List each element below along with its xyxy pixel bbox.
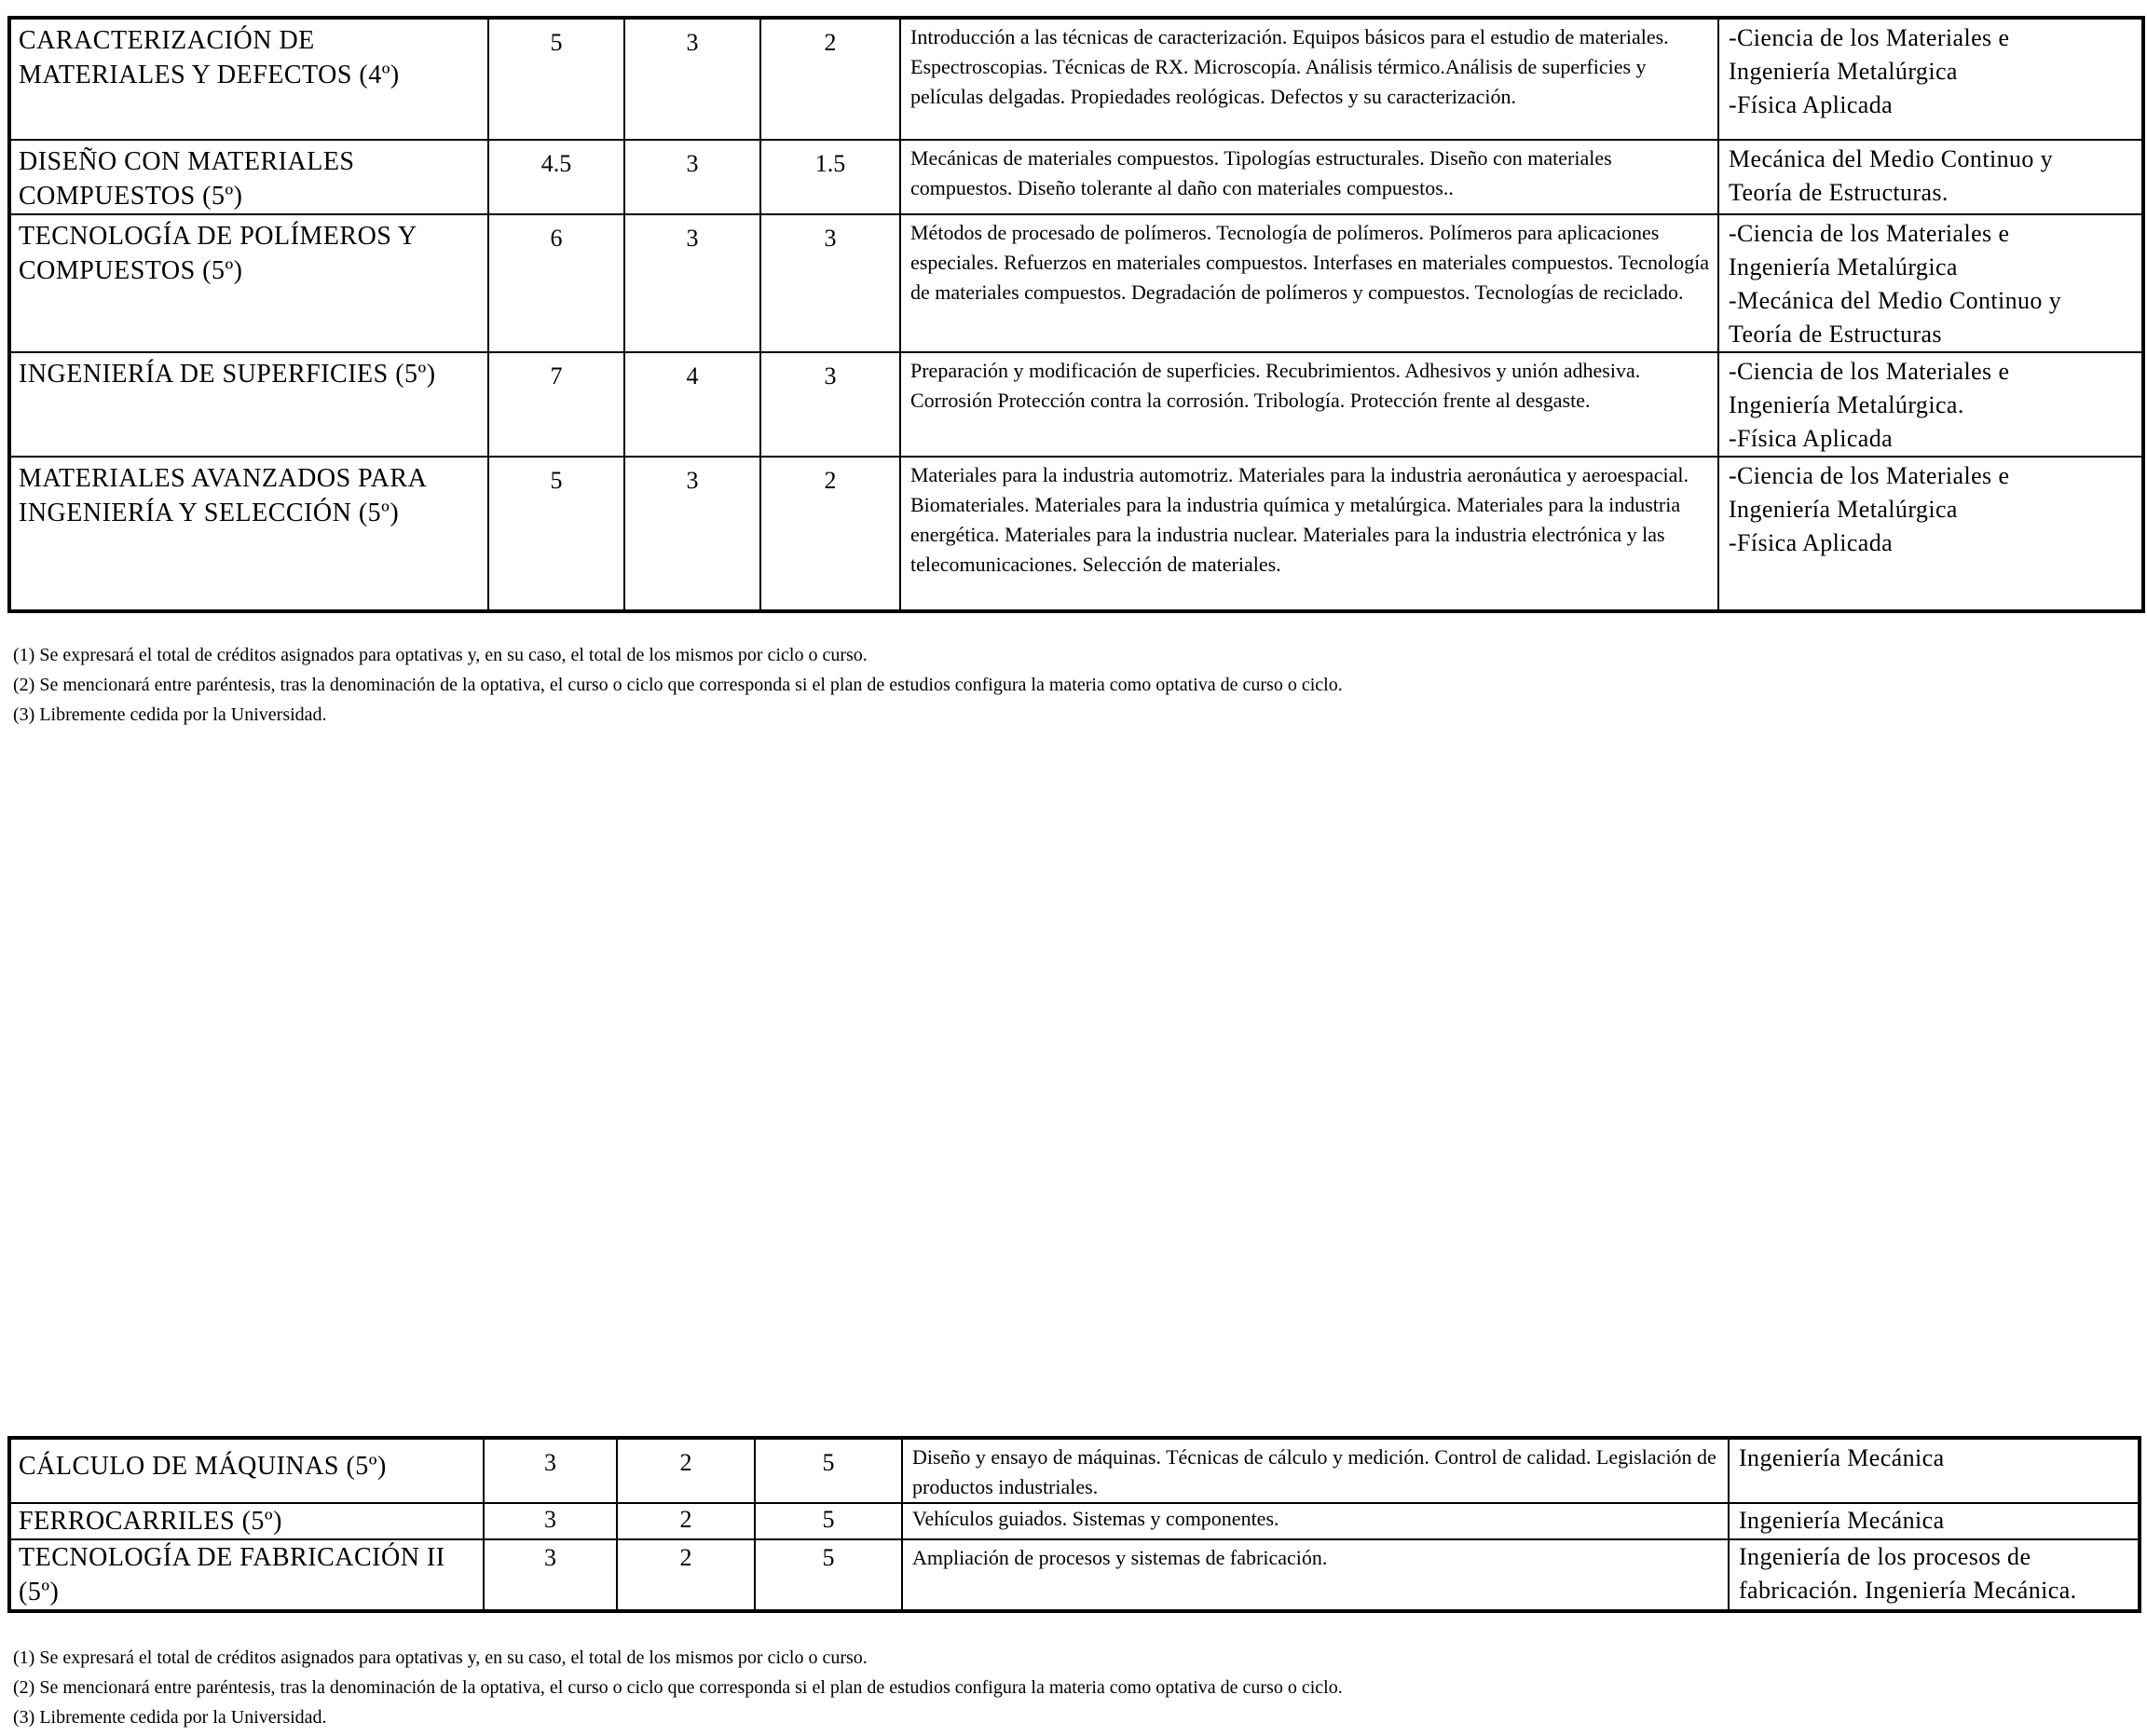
credits-practice: 3 bbox=[760, 352, 900, 457]
knowledge-areas bbox=[1718, 457, 2143, 611]
courses-table-bottom bbox=[7, 1436, 2141, 1613]
course-description: Introducción a las técnicas de caracterización. Equipos básicos para el estudio de materiales. Espectroscopias. Técnicas de RX. Microscopía. Análisis térmico.Análisis de superficies y películas delgadas. Propiedades reológicas. Defectos y su caracterización. bbox=[900, 18, 1718, 140]
course-description: Diseño y ensayo de máquinas. Técnicas de cálculo y medición. Control de calidad. Legislación de productos industriales. bbox=[902, 1438, 1729, 1503]
credits-total: 3 bbox=[484, 1503, 617, 1539]
credits-total: 5 bbox=[488, 457, 624, 611]
table-row bbox=[9, 457, 2143, 611]
credits-total: 5 bbox=[488, 18, 624, 140]
knowledge-areas bbox=[1718, 140, 2143, 214]
knowledge-areas bbox=[1718, 18, 2143, 140]
course-name: MATERIALES AVANZADOS PARA INGENIERÍA Y SELECCIÓN (5º) bbox=[9, 457, 488, 611]
area-line: fabricación. Ingeniería Mecánica. bbox=[1739, 1577, 2077, 1604]
credits-theory: 2 bbox=[617, 1503, 755, 1539]
footnote: (2) Se mencionará entre paréntesis, tras la denominación de la optativa, el curso o ciclo que corresponda si el plan de estudios configura la materia como optativa de curso o ciclo. bbox=[13, 675, 1343, 695]
credits-practice: 3 bbox=[760, 214, 900, 352]
course-name: FERROCARRILES (5º) bbox=[9, 1503, 484, 1539]
course-description: Preparación y modificación de superficies. Recubrimientos. Adhesivos y unión adhesiva. Corrosión Protección contra la corrosión. Tribología. Protección frente al desgaste. bbox=[900, 352, 1718, 457]
credits-practice: 5 bbox=[755, 1438, 902, 1503]
footnotes-top bbox=[13, 640, 1343, 730]
table-row bbox=[9, 1438, 2140, 1503]
course-name: TECNOLOGÍA DE FABRICACIÓN II (5º) bbox=[9, 1539, 484, 1611]
area-line: -Mecánica del Medio Continuo y bbox=[1729, 287, 2062, 314]
credits-theory: 3 bbox=[624, 18, 760, 140]
knowledge-areas bbox=[1718, 352, 2143, 457]
area-line: -Física Aplicada bbox=[1729, 425, 1894, 452]
table-row bbox=[9, 352, 2143, 457]
table-row bbox=[9, 140, 2143, 214]
knowledge-areas bbox=[1718, 214, 2143, 352]
area-line: Ingeniería Metalúrgica. bbox=[1729, 391, 1964, 418]
credits-theory: 2 bbox=[617, 1438, 755, 1503]
table-row bbox=[9, 1503, 2140, 1539]
course-description: Vehículos guiados. Sistemas y componentes. bbox=[902, 1503, 1729, 1539]
footnote: (3) Libremente cedida por la Universidad. bbox=[13, 704, 327, 725]
course-description: Mecánicas de materiales compuestos. Tipologías estructurales. Diseño con materiales compuestos. Diseño tolerante al daño con materiales compuestos.. bbox=[900, 140, 1718, 214]
knowledge-areas bbox=[1729, 1503, 2140, 1539]
knowledge-areas bbox=[1729, 1539, 2140, 1611]
area-line: -Ciencia de los Materiales e bbox=[1729, 462, 2010, 489]
course-description: Materiales para la industria automotriz. Materiales para la industria aeronáutica y aeroespacial. Biomateriales. Materiales para la industria química y metalúrgica. Materiales para la industria energética. Materiales para la industria nuclear. Materiales para la industria electrónica y las telecomunicaciones. Selección de materiales. bbox=[900, 457, 1718, 611]
area-line: -Física Aplicada bbox=[1729, 529, 1894, 556]
courses-table-top bbox=[7, 16, 2145, 613]
credits-theory: 4 bbox=[624, 352, 760, 457]
credits-practice: 2 bbox=[760, 18, 900, 140]
table-row bbox=[9, 1539, 2140, 1611]
area-line: Mecánica del Medio Continuo y bbox=[1729, 145, 2054, 172]
footnote: (3) Libremente cedida por la Universidad. bbox=[13, 1707, 327, 1728]
credits-total: 4.5 bbox=[488, 140, 624, 214]
footnotes-bottom bbox=[13, 1643, 1343, 1732]
credits-theory: 3 bbox=[624, 140, 760, 214]
area-line: Ingeniería Metalúrgica bbox=[1729, 496, 1958, 523]
credits-theory: 2 bbox=[617, 1539, 755, 1611]
knowledge-areas bbox=[1729, 1438, 2140, 1503]
table-row bbox=[9, 18, 2143, 140]
course-name: TECNOLOGÍA DE POLÍMEROS Y COMPUESTOS (5º) bbox=[9, 214, 488, 352]
area-line: -Física Aplicada bbox=[1729, 91, 1894, 118]
credits-theory: 3 bbox=[624, 457, 760, 611]
course-name: CÁLCULO DE MÁQUINAS (5º) bbox=[9, 1438, 484, 1503]
credits-total: 6 bbox=[488, 214, 624, 352]
area-line: Ingeniería Mecánica bbox=[1739, 1444, 1945, 1471]
course-name: INGENIERÍA DE SUPERFICIES (5º) bbox=[9, 352, 488, 457]
area-line: Ingeniería Metalúrgica bbox=[1729, 253, 1958, 280]
area-line: Teoría de Estructuras bbox=[1729, 321, 1942, 348]
footnote: (2) Se mencionará entre paréntesis, tras la denominación de la optativa, el curso o ciclo que corresponda si el plan de estudios configura la materia como optativa de curso o ciclo. bbox=[13, 1677, 1343, 1698]
area-line: -Ciencia de los Materiales e bbox=[1729, 358, 2010, 385]
credits-practice: 1.5 bbox=[760, 140, 900, 214]
course-name: CARACTERIZACIÓN DE MATERIALES Y DEFECTOS (4º) bbox=[9, 18, 488, 140]
credits-practice: 5 bbox=[755, 1503, 902, 1539]
credits-theory: 3 bbox=[624, 214, 760, 352]
area-line: Teoría de Estructuras. bbox=[1729, 179, 1949, 206]
footnote: (1) Se expresará el total de créditos asignados para optativas y, en su caso, el total de los mismos por ciclo o curso. bbox=[13, 645, 868, 665]
area-line: Ingeniería Mecánica bbox=[1739, 1507, 1945, 1534]
credits-total: 3 bbox=[484, 1438, 617, 1503]
area-line: Ingeniería de los procesos de bbox=[1739, 1543, 2031, 1570]
table-row bbox=[9, 214, 2143, 352]
credits-practice: 5 bbox=[755, 1539, 902, 1611]
area-line: Ingeniería Metalúrgica bbox=[1729, 58, 1958, 85]
credits-total: 7 bbox=[488, 352, 624, 457]
credits-total: 3 bbox=[484, 1539, 617, 1611]
credits-practice: 2 bbox=[760, 457, 900, 611]
course-name: DISEÑO CON MATERIALES COMPUESTOS (5º) bbox=[9, 140, 488, 214]
area-line: -Ciencia de los Materiales e bbox=[1729, 220, 2010, 247]
course-description: Métodos de procesado de polímeros. Tecnología de polímeros. Polímeros para aplicaciones especiales. Refuerzos en materiales compuestos. Interfases en materiales compuestos. Tecnología de materiales compuestos. Degradación de polímeros y compuestos. Tecnologías de reciclado. bbox=[900, 214, 1718, 352]
area-line: -Ciencia de los Materiales e bbox=[1729, 24, 2010, 51]
footnote: (1) Se expresará el total de créditos asignados para optativas y, en su caso, el total de los mismos por ciclo o curso. bbox=[13, 1647, 868, 1668]
course-description: Ampliación de procesos y sistemas de fabricación. bbox=[902, 1539, 1729, 1611]
